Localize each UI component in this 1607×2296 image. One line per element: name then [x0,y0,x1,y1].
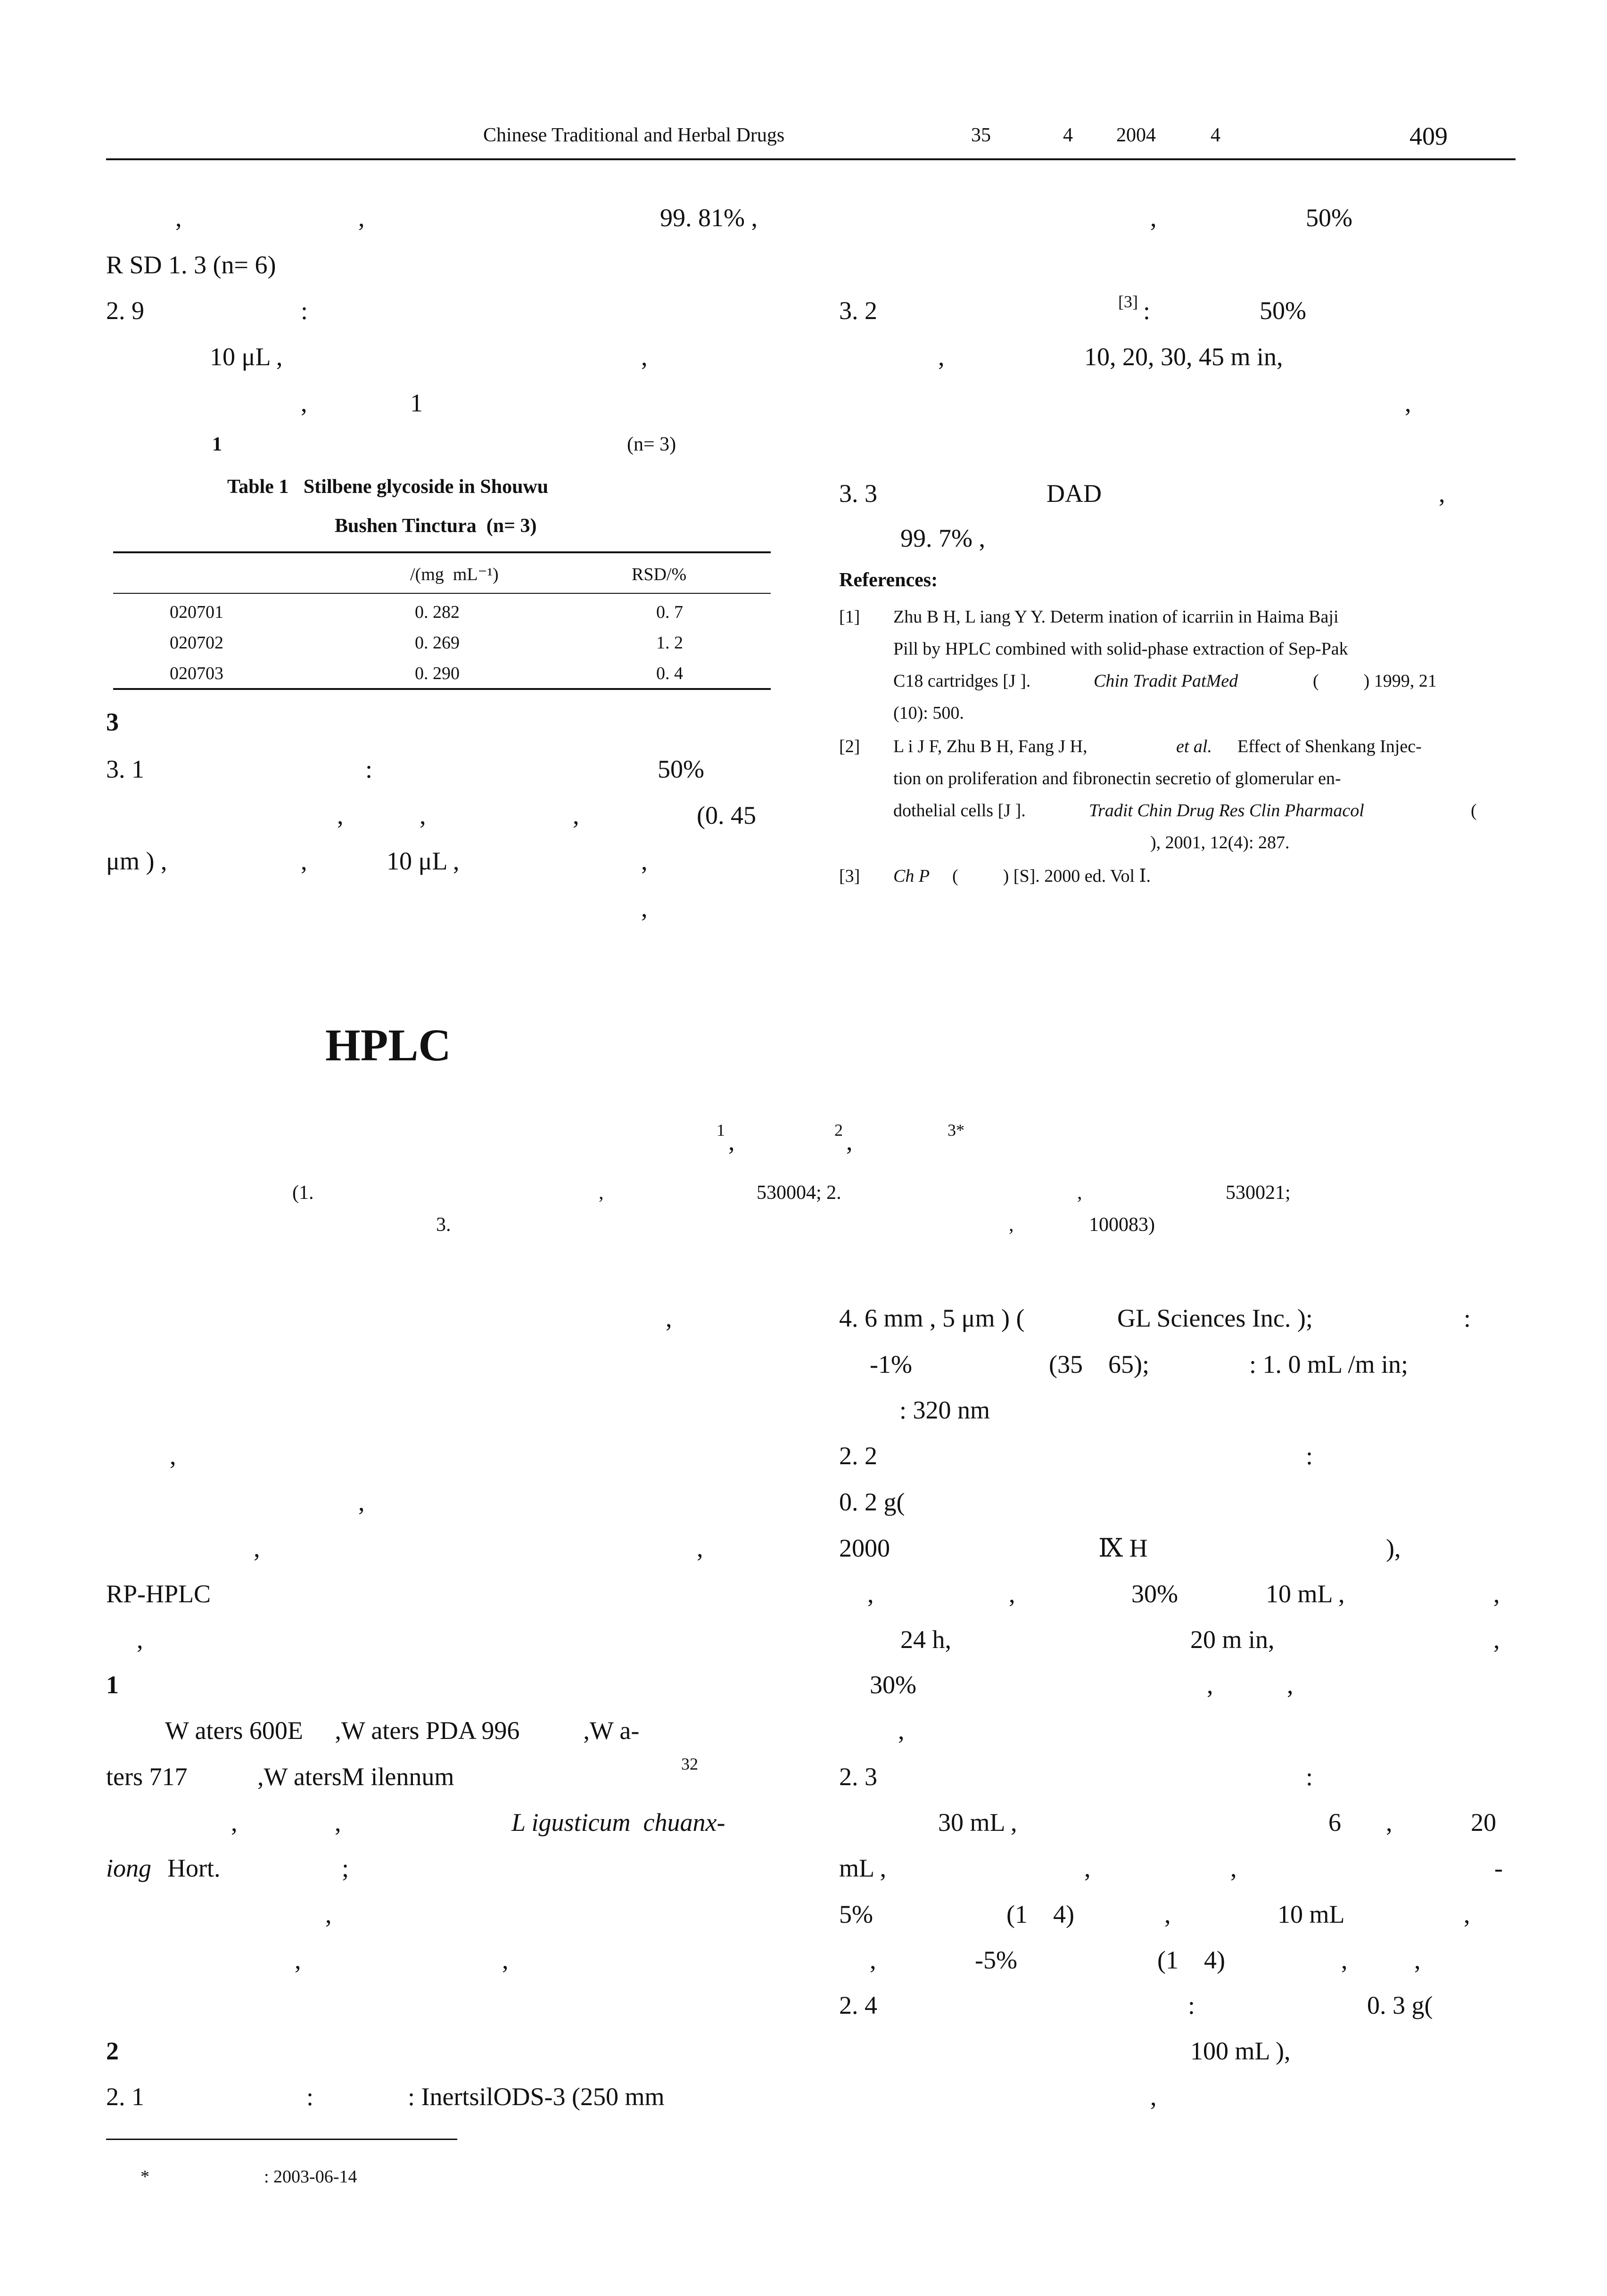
header-rule [106,158,1516,160]
reference-text: C18 cartridges [J ]. [893,671,1031,691]
text-fragment: , [502,1946,509,1974]
text-fragment: , [1150,204,1157,232]
species-author: Hort. [167,1854,221,1882]
text-fragment: , [1230,1854,1237,1882]
text-fragment: , [1493,1625,1500,1654]
reference-text: ), 2001, 12(4): 287. [1150,833,1290,853]
references-heading: References: [839,569,938,591]
text-fragment: 2000 [839,1534,890,1562]
table-cell: 020703 [170,664,223,683]
table-cell: 020701 [170,602,223,622]
text-fragment: , [1207,1671,1213,1699]
text-fragment: mL , [839,1854,886,1882]
section-number: 3. 3 [839,479,877,508]
rsd-value: R SD 1. 3 (n= 6) [106,251,276,279]
section-number: 2. 9 [106,296,144,325]
text-fragment: (1 4) [1157,1946,1225,1974]
text-fragment: , [358,204,365,232]
text-fragment: , [420,801,426,829]
reference-text: ( ) 1999, 21 [1313,671,1437,691]
reference-number: [3] [839,866,860,886]
text-fragment: , [867,1580,874,1608]
reference-text: Zhu B H, L iang Y Y. Determ ination of icarriin in Haima Baji [893,607,1339,627]
mobile-phase: -1% [870,1350,912,1378]
table-cell: 0. 7 [656,602,683,622]
text-fragment: (0. 45 [697,801,756,829]
text-fragment: : [1143,296,1151,325]
text-fragment: DAD [1047,479,1102,508]
text-fragment: 50% [1260,296,1306,325]
text-fragment: Ⅸ H [1098,1534,1148,1562]
reference-text: tion on proliferation and fibronectin secretio of glomerular en- [893,769,1341,788]
text-fragment: 20 m in, [1190,1625,1275,1654]
wavelength: : 320 nm [899,1396,990,1424]
text-fragment: 24 h, [900,1625,951,1654]
section-number: 3. 1 [106,755,144,783]
table-cell: 0. 269 [415,633,460,653]
species-name: L igusticum chuanx- [511,1808,725,1837]
instrument-text: W aters 600E ,W aters PDA 996 ,W a- [165,1716,640,1745]
reference-number: [2] [839,737,860,756]
reference-text: ( [1471,801,1477,820]
section-number: 2. 2 [839,1442,877,1470]
text-fragment: ), [1386,1534,1401,1562]
affiliation: 100083) [1089,1214,1155,1236]
species-name: iong [106,1854,152,1882]
text-fragment: , [295,1946,301,1974]
text-fragment: , [1009,1580,1015,1608]
table-cell: 0. 290 [415,664,460,683]
text-fragment: , [301,389,307,417]
text-fragment: , [358,1488,365,1516]
text-fragment: , [1386,1808,1393,1837]
reference-text: (10): 500. [893,703,964,723]
text-fragment: : [1464,1304,1471,1332]
text-fragment: , [1084,1854,1091,1882]
text-fragment: : [365,755,373,783]
table-cn-number: 1 [212,434,222,455]
reference-text: Pill by HPLC combined with solid-phase extraction of Sep-Pak [893,639,1348,659]
text-fragment: , [325,1900,332,1928]
text-fragment: : [301,296,308,325]
text-fragment: 10 mL [1277,1900,1345,1928]
table-cell: 1. 2 [656,633,683,653]
citation-ref: [3] [1118,292,1138,311]
text-fragment: 30% [870,1671,916,1699]
footnote-date: : 2003-06-14 [264,2167,357,2187]
section-number: 2. 1 [106,2083,144,2111]
affiliation: 3. [436,1214,451,1236]
column-spec: : InertsilODS-3 (250 mm [408,2083,665,2111]
text-fragment: , [898,1716,905,1745]
text-fragment: 100 mL ), [1190,2037,1291,2065]
text-fragment: 10 mL , [1266,1580,1345,1608]
affiliation: 530004; 2. [757,1182,841,1204]
text-fragment: , [641,894,648,922]
affiliation: , [599,1182,604,1204]
reference-journal: Tradit Chin Drug Res Clin Pharmacol [1089,801,1364,820]
text-fragment: , [1464,1900,1470,1928]
sample-amount: 0. 2 g( [839,1488,905,1516]
section-number: 2 [106,2037,119,2065]
text-fragment: μm ) , [106,847,167,875]
section-number: 2. 3 [839,1763,877,1791]
section-number: 2. 4 [839,1991,877,2019]
footnote-rule [106,2139,457,2140]
text-fragment: 50% [658,755,704,783]
table-title-line2: Bushen Tinctura (n= 3) [335,515,537,537]
text-fragment: 99. 7% , [900,524,985,552]
author-sup: 1 [717,1121,725,1140]
reference-text: Ch P [893,866,930,886]
recovery-value: 99. 81% , [660,204,758,232]
text-fragment: : [306,2083,314,2111]
page-number: 409 [1409,122,1448,150]
text-fragment: , [137,1625,143,1654]
table-top-rule [113,551,771,553]
manufacturer: GL Sciences Inc. ); [1117,1304,1313,1332]
table-mid-rule [113,593,771,594]
text-fragment: , [254,1534,260,1562]
text-fragment: 30 mL , [938,1808,1017,1837]
reference-number: [1] [839,607,860,627]
column-spec: 4. 6 mm , 5 μm ) ( [839,1304,1025,1332]
standard-amount: 0. 3 g( [1367,1991,1433,2019]
affiliation: , [1009,1214,1014,1236]
footnote-marker: * [140,2167,149,2187]
mobile-phase-ratio: (35 65); [1049,1350,1149,1378]
journal-volume: 35 [971,124,991,146]
time-points: 10, 20, 30, 45 m in, [1084,343,1283,371]
text-fragment: , [337,801,344,829]
text-fragment: , [1414,1946,1421,1974]
journal-year: 2004 [1116,124,1156,146]
flow-rate: : 1. 0 mL /m in; [1249,1350,1408,1378]
text-fragment: 5% [839,1900,873,1928]
table-col-conc: /(mg mL⁻¹) [410,565,499,584]
text-fragment: , [728,1127,735,1156]
reference-journal: Chin Tradit PatMed [1094,671,1238,691]
text-fragment: : [1306,1763,1313,1791]
affiliation: (1. [292,1182,314,1204]
reference-text: dothelial cells [J ]. [893,801,1026,820]
text-fragment: , [175,204,182,232]
text-fragment: , [1150,2083,1157,2111]
text-fragment: , [170,1442,176,1470]
table-bottom-rule [113,688,771,690]
method-name: RP-HPLC [106,1580,211,1608]
affiliation: , [1077,1182,1082,1204]
text-fragment: , [1164,1900,1171,1928]
reference-text: et al. [1176,737,1212,756]
affiliation: 530021; [1226,1182,1291,1204]
text-fragment: - [1494,1854,1503,1882]
text-fragment: : [1306,1442,1313,1470]
text-fragment: , [231,1808,238,1837]
table-cell: 0. 4 [656,664,683,683]
text-fragment: , [641,343,648,371]
author-sup: 3* [948,1121,964,1140]
reference-text: ( ) [S]. 2000 ed. Vol Ⅰ. [952,866,1151,886]
section-number: 1 [106,1671,119,1699]
text-fragment: , [573,801,579,829]
table-cell: 0. 282 [415,602,460,622]
text-fragment: , [1341,1946,1348,1974]
text-fragment: , [1287,1671,1294,1699]
author-sup: 2 [834,1121,843,1140]
text-fragment: , [938,343,945,371]
text-fragment: , [301,847,307,875]
text-fragment: , [846,1127,853,1156]
table-ref: 1 [410,389,423,417]
article-title: HPLC [325,1020,451,1070]
text-fragment: 6 [1328,1808,1341,1837]
section-number: 3. 2 [839,296,877,325]
text-fragment: 30% [1131,1580,1178,1608]
text-fragment: , [870,1946,876,1974]
text-fragment: , [1493,1580,1500,1608]
text-fragment: : [1188,1991,1195,2019]
journal-issue: 4 [1063,124,1073,146]
journal-month: 4 [1211,124,1220,146]
injection-volume: 10 μL , [387,847,460,875]
text-fragment: , [335,1808,341,1837]
instrument-text: ters 717 ,W atersM ilennum [106,1763,454,1791]
text-fragment: , [1405,389,1411,417]
table-col-rsd: RSD/% [632,565,687,584]
text-fragment: -5% [975,1946,1017,1974]
journal-name: Chinese Traditional and Herbal Drugs [483,124,785,146]
text-fragment: , [666,1304,672,1332]
text-fragment: , [1439,479,1445,508]
text-fragment: , [697,1534,703,1562]
text-fragment: , [641,847,648,875]
text-fragment: ; [342,1854,349,1882]
section-number: 3 [106,708,119,736]
text-fragment: (1 4) [1006,1900,1074,1928]
reference-text: L i J F, Zhu B H, Fang J H, [893,737,1088,756]
table-cell: 020702 [170,633,223,653]
superscript: 32 [681,1755,698,1773]
table-cn-n: (n= 3) [627,434,676,455]
text-fragment: 20 [1471,1808,1496,1837]
text-fragment: 50% [1306,204,1352,232]
table-title: Table 1 Stilbene glycoside in Shouwu [227,476,549,498]
injection-volume: 10 μL , [210,343,283,371]
reference-text: Effect of Shenkang Injec- [1237,737,1422,756]
